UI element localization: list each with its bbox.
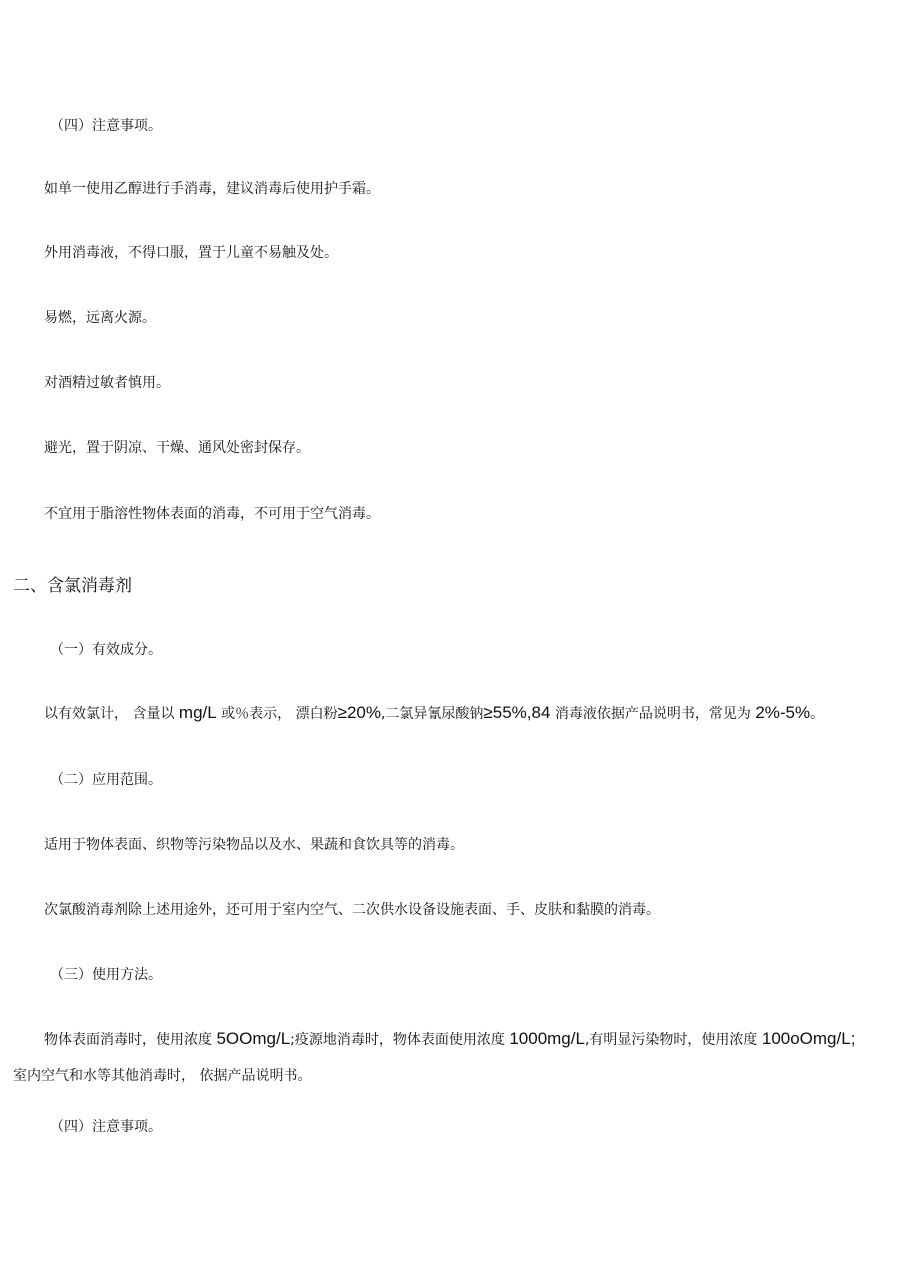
- list-item: 对酒精过敏者慎用。: [44, 375, 170, 391]
- list-item: 如单一使用乙醇进行手消毒，建议消毒后使用护手霜。: [44, 181, 380, 197]
- text-segment: ≥55%,84: [483, 703, 551, 722]
- subsection-heading-active-ingredient: （一）有效成分。: [50, 642, 162, 658]
- section-title-chlorine-disinfectant: 二、含氯消毒剂: [13, 576, 132, 596]
- text-segment: ;疫源地消毒时，物体表面使用浓度: [290, 1032, 510, 1048]
- text-segment: 5OOmg/L: [216, 1029, 291, 1048]
- text-segment: 以有效氯计， 含量以: [44, 706, 179, 722]
- list-item: 适用于物体表面、织物等污染物品以及水、果蔬和食饮具等的消毒。: [44, 837, 464, 853]
- paragraph-usage: [44, 1030, 855, 1049]
- text-segment: 2%-5%: [755, 703, 811, 722]
- text-segment: mg/L: [178, 703, 217, 722]
- text-segment: ,二氯异氰尿酸钠: [380, 706, 484, 722]
- text-segment: 或％表示， 漂白粉: [216, 706, 338, 722]
- text-segment: 消毒液依据产品说明书，常见为: [550, 706, 756, 722]
- subsection-heading-precautions: （四）注意事项。: [50, 1119, 162, 1135]
- list-item: 次氯酸消毒剂除上述用途外，还可用于室内空气、二次供水设备设施表面、手、皮肤和黏膜的消毒。: [44, 902, 660, 918]
- section-heading-precautions: （四）注意事项。: [50, 118, 162, 134]
- text-segment: ≥20%: [337, 703, 381, 722]
- list-item: 外用消毒液，不得口服，置于儿童不易触及处。: [44, 245, 338, 261]
- subsection-heading-scope: （二）应用范围。: [50, 772, 162, 788]
- list-item: 易燃，远离火源。: [44, 310, 156, 326]
- text-segment: 1000mg/L: [509, 1029, 585, 1048]
- text-segment: 物体表面消毒时，使用浓度: [44, 1032, 217, 1048]
- text-segment: 。: [810, 706, 825, 722]
- list-item: 不宜用于脂溶性物体表面的消毒，不可用于空气消毒。: [44, 506, 380, 522]
- paragraph-usage-continued: 室内空气和水等其他消毒时， 依据产品说明书。: [13, 1068, 312, 1084]
- paragraph-active-ingredient: [44, 704, 824, 723]
- list-item: 避光，置于阴凉、干燥、通风处密封保存。: [44, 440, 310, 456]
- text-segment: 100oOmg/L;: [761, 1029, 856, 1048]
- text-segment: ,有明显污染物时，使用浓度: [584, 1032, 762, 1048]
- subsection-heading-usage: （三）使用方法。: [50, 967, 162, 983]
